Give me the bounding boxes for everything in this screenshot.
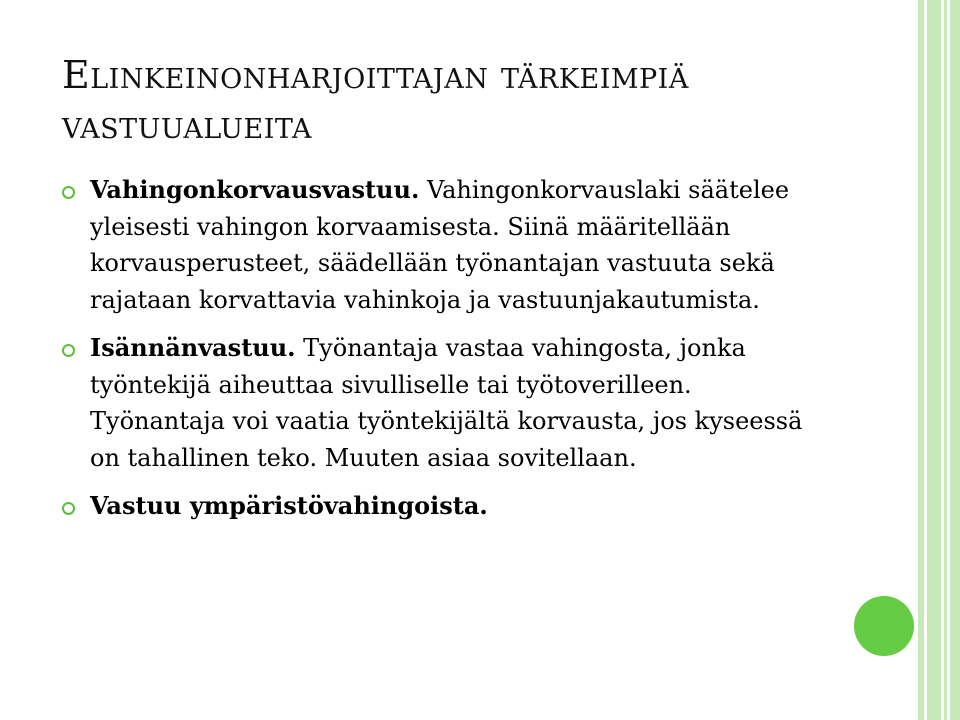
decorative-stripe: [944, 0, 947, 720]
bullet-text: Työnantaja vastaa vahingosta, jonka työntekijä aiheuttaa sivulliselle tai työtoverilleen. Työnantaja voi vaatia työntekijältä korvausta, jos kyseessä on tahallinen teko. Muuten asiaa sovitellaan.: [90, 334, 803, 472]
bullet-heading: Vahingonkorvausvastuu.: [90, 175, 420, 204]
bullet-circle-icon: [62, 186, 75, 199]
decorative-stripe: [950, 0, 960, 720]
bullet-circle-icon: [62, 502, 75, 515]
slide-title: Elinkeinonharjoittajan tärkeimpiä vastuualueita: [62, 53, 689, 147]
bullet-item-vahingonkorvausvastuu: [62, 172, 822, 318]
decorative-stripe: [918, 0, 924, 720]
bullet-text: Vahingonkorvauslaki säätelee yleisesti vahingon korvaamisesta. Siinä määritellään korvausperusteet, säädellään työnantajan vastuuta sekä rajataan korvattavia vahinkoja ja vastuunjakautumista.: [90, 176, 790, 314]
bullet-heading: Vastuu ympäristövahingoista.: [90, 491, 488, 520]
decorative-stripe: [927, 0, 941, 720]
bullet-circle-icon: [62, 344, 75, 357]
decorative-circle: [854, 596, 914, 656]
bullet-item-isannanvastuu: [62, 330, 822, 476]
bullet-item-ymparistovahingot: [62, 488, 822, 525]
bullet-list: [62, 172, 822, 537]
bullet-heading: Isännänvastuu.: [90, 333, 296, 362]
